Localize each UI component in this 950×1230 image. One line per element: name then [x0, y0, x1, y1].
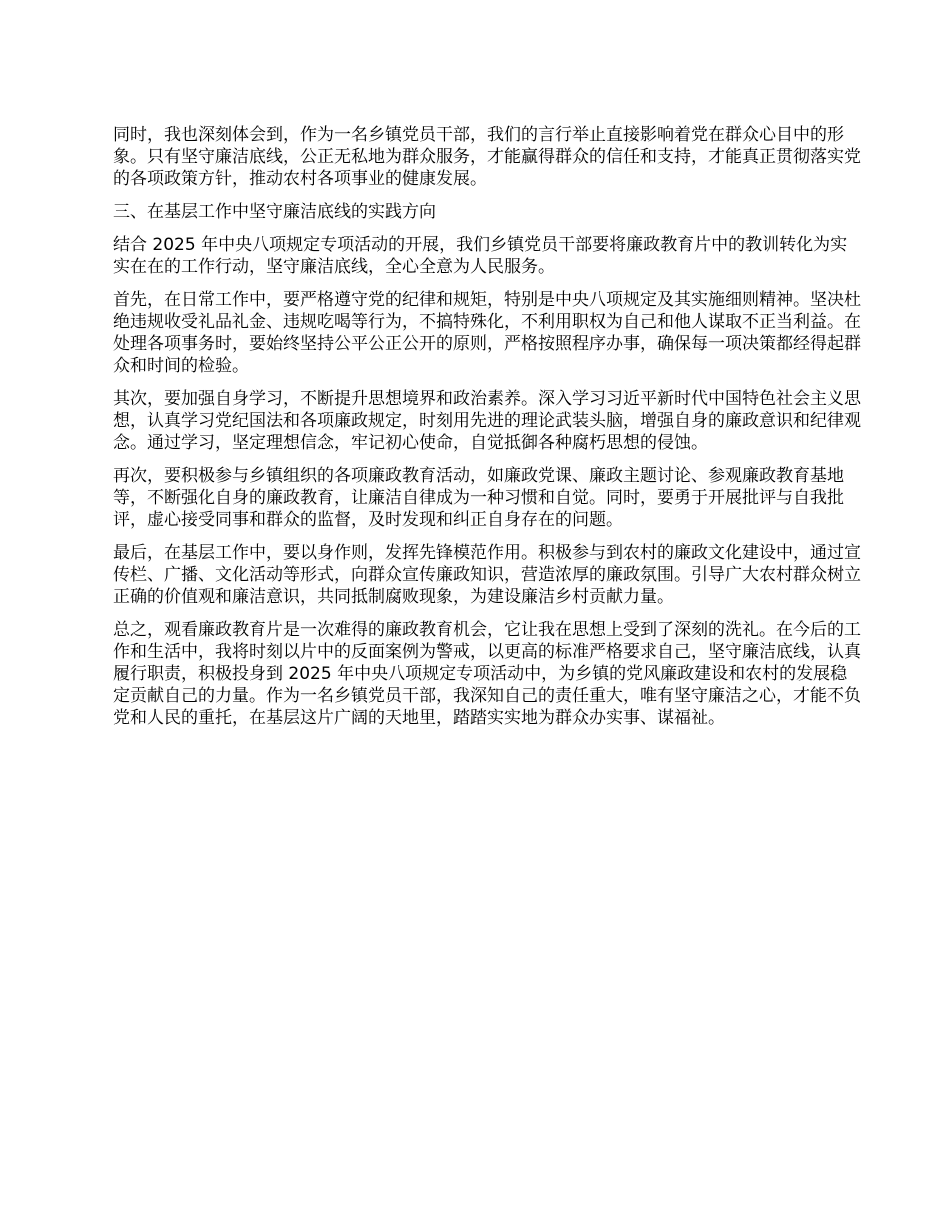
section-heading: 三、在基层工作中坚守廉洁底线的实践方向: [113, 202, 436, 222]
paragraph: 最后，在基层工作中，要以身作则，发挥先锋模范作用。积极参与到农村的廉政文化建设中，通过宣传栏、广播、文化活动等形式，向群众宣传廉政知识，营造浓厚的廉政氛围。引导广大农村群众树立正确的价值观和廉洁意识，共同抵制腐败现象，为建设廉洁乡村贡献力量。: [113, 543, 861, 607]
paragraph: 再次，要积极参与乡镇组织的各项廉政教育活动，如廉政党课、廉政主题讨论、参观廉政教育基地等，不断强化自身的廉政教育，让廉洁自律成为一种习惯和自觉。同时，要勇于开展批评与自我批评，虚心接受同事和群众的监督，及时发现和纠正自身存在的问题。: [113, 466, 844, 530]
document-body: [113, 124, 863, 740]
paragraph: 结合 2025 年中央八项规定专项活动的开展，我们乡镇党员干部要将廉政教育片中的教训转化为实实在在的工作行动，坚守廉洁底线，全心全意为人民服务。: [113, 235, 848, 277]
paragraph: 其次，要加强自身学习，不断提升思想境界和政治素养。深入学习习近平新时代中国特色社会主义思想，认真学习党纪国法和各项廉政规定，时刻用先进的理论武装头脑，增强自身的廉政意识和纪律观念。通过学习，坚定理想信念，牢记初心使命，自觉抵御各种腐朽思想的侵蚀。: [113, 389, 861, 453]
paragraph: 同时，我也深刻体会到，作为一名乡镇党员干部，我们的言行举止直接影响着党在群众心目中的形象。只有坚守廉洁底线，公正无私地为群众服务，才能赢得群众的信任和支持，才能真正贯彻落实党的各项政策方针，推动农村各项事业的健康发展。: [113, 125, 861, 189]
paragraph: 首先，在日常工作中，要严格遵守党的纪律和规矩，特别是中央八项规定及其实施细则精神。坚决杜绝违规收受礼品礼金、违规吃喝等行为，不搞特殊化，不利用职权为自己和他人谋取不正当利益。在处理各项事务时，要始终坚持公平公正公开的原则，严格按照程序办事，确保每一项决策都经得起群众和时间的检验。: [113, 290, 861, 376]
paragraph: 总之，观看廉政教育片是一次难得的廉政教育机会，它让我在思想上受到了深刻的洗礼。在今后的工作和生活中，我将时刻以片中的反面案例为警戒，以更高的标准严格要求自己，坚守廉洁底线，认真履行职责，积极投身到 2025 年中央八项规定专项活动中，为乡镇的党风廉政建设和农村的发展稳定贡献自己的力量。作为一名乡镇党员干部，我深知自己的责任重大，唯有坚守廉洁之心，才能不负党和人民的重托，在基层这片广阔的天地里，踏踏实实地为群众办实事、谋福祉。: [113, 620, 861, 728]
